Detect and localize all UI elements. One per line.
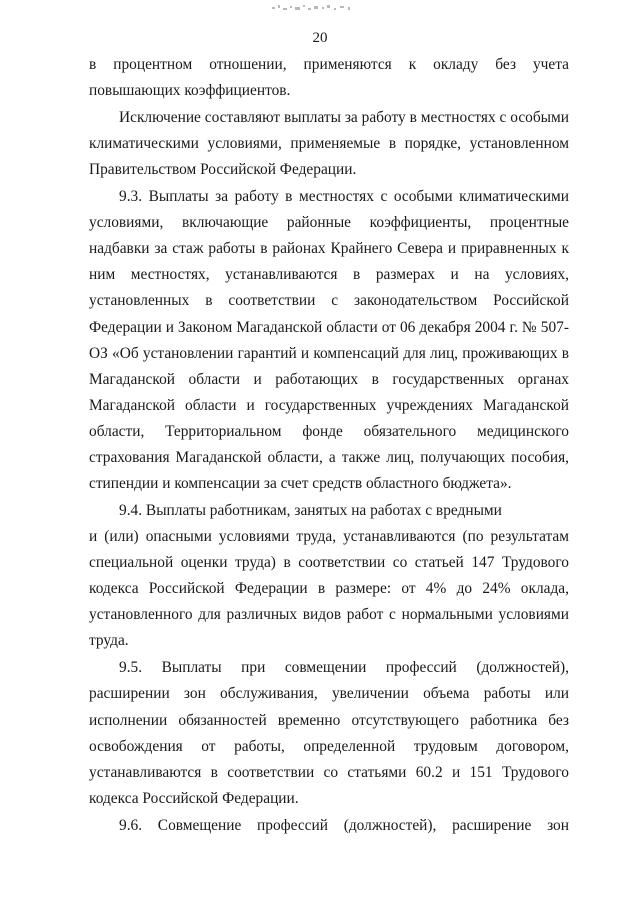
paragraph-9-4: и (или) опасными условиями труда, устанавливаются (по результатам специальной оценки труда) в соответствии со статьей 147 Трудового кодекса Российской Федерации в размере: от 4% до 24% оклада, установленного для различных видов работ с нормальными условиями труда. — [89, 528, 569, 650]
page-number: 20 — [312, 30, 328, 46]
scan-noise — [270, 2, 360, 14]
paragraph-continuation: в процентном отношении, применяются к окладу без учета повышающих коэффициентов. — [89, 56, 569, 100]
paragraph-9-3: 9.3. Выплаты за работу в местностях с особыми климатическими условиями, включающие районные коэффициенты, процентные надбавки за стаж работы в районах Крайнего Севера и приравненных к ним местностях, устанавливаются в размерах и на условиях, установленных в соответствии с законодательством Российской Федерации и Законом Магаданской области от 06 декабря 2004 г. № 507-ОЗ «Об установлении гарантий и компенсаций для лиц, проживающих в Магаданской области и работающих в государственных органах Магаданской области и государственных учреждениях Магаданской области, Территориальном фонде обязательного медицинского страхования Магаданской области, а также лиц, получающих пособия, стипендии и компенсации за счет средств областного бюджета». — [89, 188, 569, 493]
paragraph-9-6: 9.6. Совмещение профессий (должностей), расширение зон — [119, 816, 569, 834]
paragraph-9-5: 9.5. Выплаты при совмещении профессий (должностей), расширении зон обслуживания, увеличении объема работы или исполнении обязанностей временно отсутствующего работника без освобождения от работы, определенной трудовым договором, устанавливаются в соответствии со статьями 60.2 и 151 Трудового кодекса Российской Федерации. — [89, 659, 569, 807]
document-body — [89, 52, 569, 839]
paragraph-exception: Исключение составляют выплаты за работу в местностях с особыми климатическими условиями, применяемые в порядке, установленном Правительством Российской Федерации. — [89, 108, 569, 179]
paragraph-9-4-first-line: 9.4. Выплаты работникам, занятых на работах с вредными — [119, 501, 502, 519]
